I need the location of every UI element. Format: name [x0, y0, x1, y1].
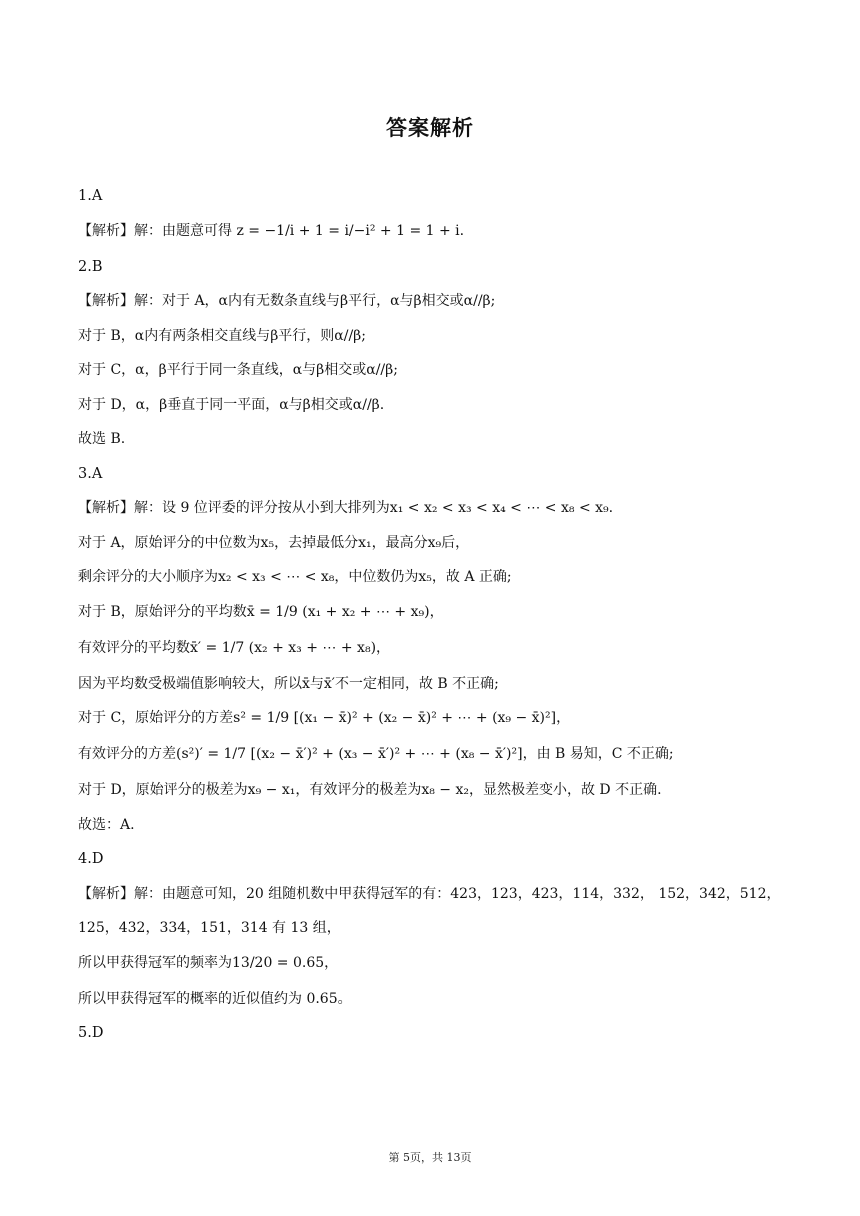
q2-line1: 【解析】解：对于 A，α内有无数条直线与β平行，α与β相交或α//β;	[78, 293, 496, 309]
q5-number: 5.D	[78, 1025, 104, 1041]
q1-line1: 【解析】解：由题意可得 z = −1/i + 1 = i/−i² + 1 = 1 + i.	[78, 222, 465, 239]
q3-line6: 因为平均数受极端值影响较大，所以x̄与x̄′不一定相同，故 B 不正确;	[78, 675, 499, 692]
q2-line2: 对于 B，α内有两条相交直线与β平行，则α//β;	[78, 327, 366, 344]
q3-line10: 故选：A.	[78, 816, 135, 833]
q3-line7: 对于 C，原始评分的方差s² = 1/9 [(x₁ − x̄)² + (x₂ − x̄)² + ⋯ + (x₉ − x̄)²]，	[78, 710, 571, 726]
q3-line1: 【解析】解：设 9 位评委的评分按从小到大排列为x₁ < x₂ < x₃ < x₄ < ⋯ < x₈ < x₉.	[78, 500, 614, 516]
q3-line5: 有效评分的平均数x̄′ = 1/7 (x₂ + x₃ + ⋯ + x₈)，	[78, 639, 391, 656]
q3-line8: 有效评分的方差(s²)′ = 1/7 [(x₂ − x̄′)² + (x₃ − x̄′)² + ⋯ + (x₈ − x̄′)²]，由 B 易知，C 不正确;	[78, 746, 674, 762]
q3-line3: 剩余评分的大小顺序为x₂ < x₃ < ⋯ < x₈，中位数仍为x₅，故 A 正确;	[78, 569, 512, 585]
q4-number: 4.D	[78, 851, 104, 867]
q1-number: 1.A	[78, 188, 103, 204]
page-title: 答案解析	[386, 116, 474, 140]
q2-line4: 对于 D，α，β垂直于同一平面，α与β相交或α//β.	[78, 396, 385, 413]
q2-line3: 对于 C，α，β平行于同一条直线，α与β相交或α//β;	[78, 362, 398, 378]
q2-number: 2.B	[78, 258, 103, 275]
page-footer: 第 5页，共 13页	[388, 1151, 472, 1164]
q4-line1: 【解析】解：由题意可知，20 组随机数中甲获得冠军的有：423，123，423，114，332， 152，342，512，	[78, 885, 781, 902]
q3-line4: 对于 B，原始评分的平均数x̄ = 1/9 (x₁ + x₂ + ⋯ + x₉)，	[78, 603, 444, 620]
q2-line5: 故选 B.	[78, 431, 126, 447]
q4-line2: 125，432，334，151，314 有 13 组，	[78, 920, 341, 936]
answer-content	[78, 186, 784, 1058]
q3-line2: 对于 A，原始评分的中位数为x₅，去掉最低分x₁，最高分x₉后，	[78, 534, 470, 551]
q4-line4: 所以甲获得冠军的概率的近似值约为 0.65。	[78, 990, 352, 1007]
q3-number: 3.A	[78, 465, 103, 482]
q4-line3: 所以甲获得冠军的频率为13/20 = 0.65，	[78, 954, 339, 971]
q3-line9: 对于 D，原始评分的极差为x₉ − x₁，有效评分的极差为x₈ − x₂，显然极差变小，故 D 不正确.	[78, 782, 662, 798]
